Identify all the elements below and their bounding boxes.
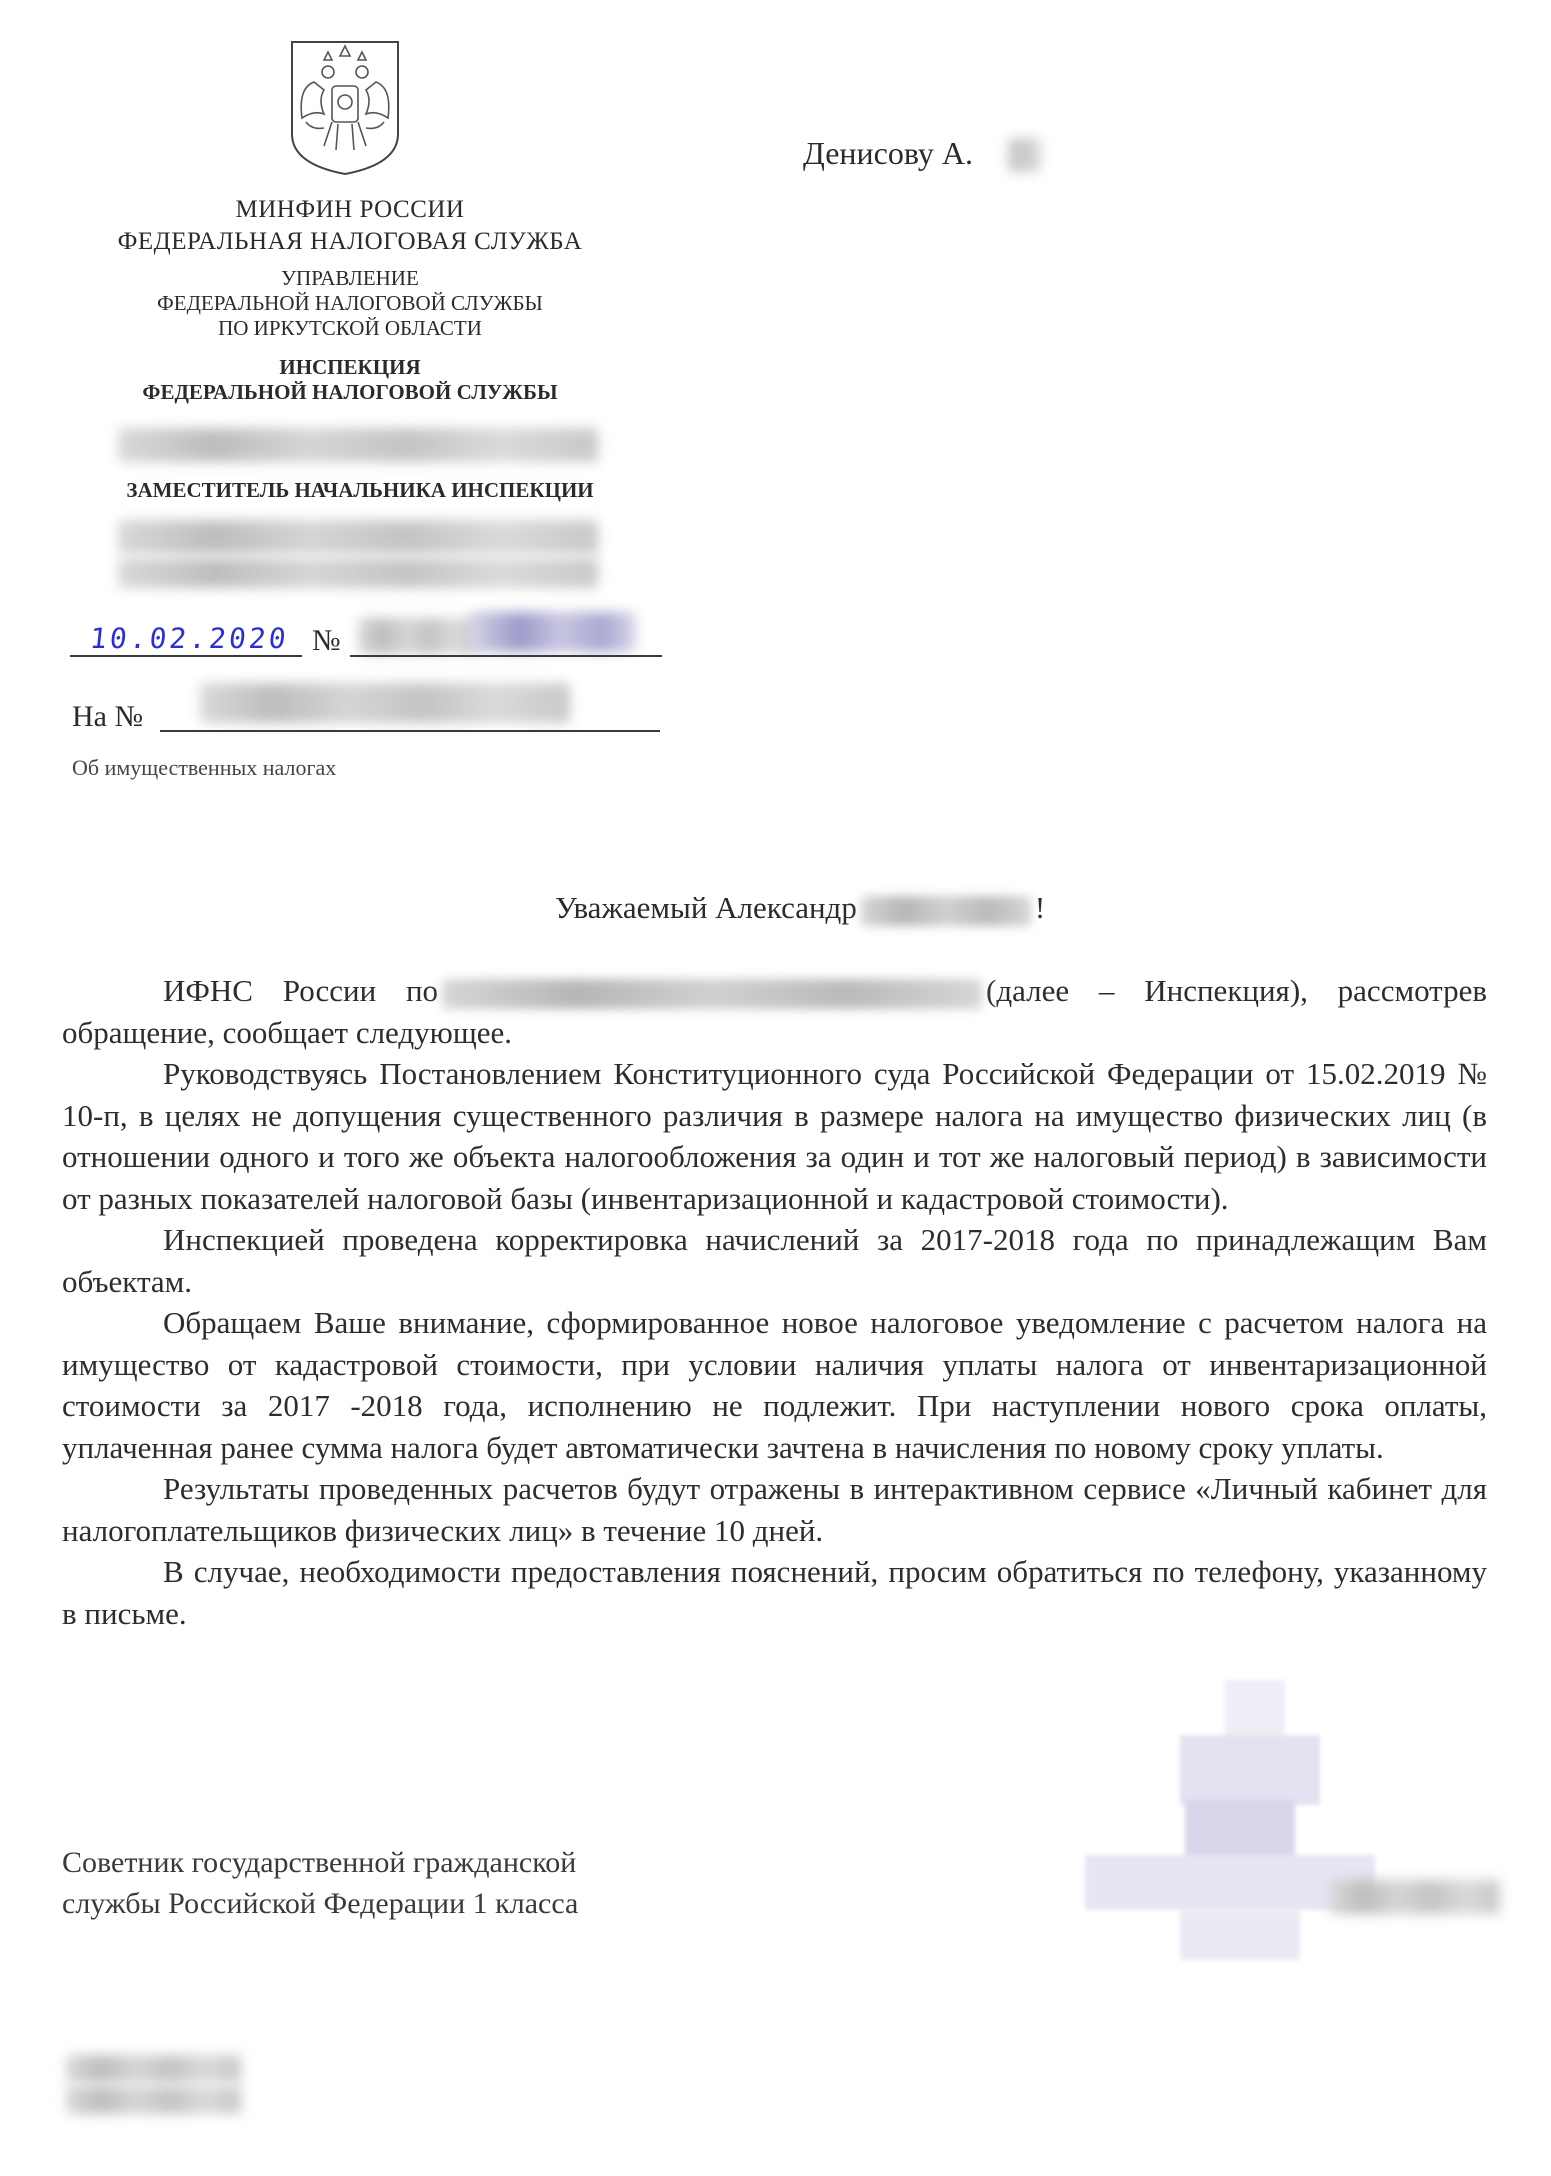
- redacted-outgoing-number: [358, 618, 478, 654]
- position-title: ЗАМЕСТИТЕЛЬ НАЧАЛЬНИКА ИНСПЕКЦИИ: [126, 478, 594, 502]
- number-label: №: [312, 624, 341, 657]
- paragraph-3: Инспекцией проведена корректировка начислений за 2017-2018 года по принадлежащим Вам объектам.: [62, 1222, 1487, 1299]
- directorate-line-2: ФЕДЕРАЛЬНОЙ НАЛОГОВОЙ СЛУЖБЫ: [157, 291, 543, 315]
- service-title: ФЕДЕРАЛЬНАЯ НАЛОГОВАЯ СЛУЖБА: [117, 228, 583, 255]
- paragraph-1-end: (далее – Инспекция), рассмотрев обращение, сообщает следующее.: [62, 973, 1487, 1050]
- directorate-line-3: ПО ИРКУТСКОЙ ОБЛАСТИ: [218, 316, 482, 340]
- paragraph-2: Руководствуясь Постановлением Конституционного суда Российской Федерации от 15.02.2019 № 10-п, в целях не допущения существенного различия в размере налога на имущество физических лиц (в отношении одного и того же объекта налогообложения за один и тот же налоговый период) в зависимости от разных показателей налоговой базы (инвентаризационной и кадастровой стоимости).: [62, 1056, 1487, 1216]
- redacted-outgoing-number-stamp: [470, 612, 636, 652]
- signatory-title: [62, 1842, 578, 1924]
- inspection-line-2: ФЕДЕРАЛЬНОЙ НАЛОГОВОЙ СЛУЖБЫ: [142, 380, 558, 404]
- redacted-recipient-initial: [1008, 138, 1040, 172]
- paragraph-5: Результаты проведенных расчетов будут отражены в интерактивном сервисе «Личный кабинет для налогоплательщиков физических лиц» в течение 10 дней.: [62, 1471, 1487, 1548]
- salutation-prefix: Уважаемый Александр: [555, 890, 857, 925]
- redacted-signatory-name: [1330, 1880, 1500, 1914]
- handwritten-date: 10.02.2020: [88, 622, 291, 655]
- inspection-line-1: ИНСПЕКЦИЯ: [279, 355, 421, 379]
- letter-body: [62, 970, 1487, 1634]
- paragraph-1-start: ИФНС России по: [163, 973, 439, 1008]
- redacted-region-name: [442, 979, 982, 1009]
- redacted-signature-stamp: [1085, 1680, 1385, 1960]
- paragraph-4: Обращаем Ваше внимание, сформированное новое налоговое уведомление с расчетом налога на имущество от кадастровой стоимости, при условии наличия уплаты налога от инвентаризационной стоимости за 2017 -2018 года, исполнению не подлежит. При наступлении нового срока оплаты, уплаченная ранее сумма налога будет автоматически зачтена в начисления по новому сроку уплаты.: [62, 1305, 1487, 1465]
- recipient-name: Денисову А.: [803, 135, 973, 171]
- signatory-title-line-2: службы Российской Федерации 1 класса: [62, 1887, 579, 1920]
- sender-header: [60, 194, 700, 405]
- paragraph-6: В случае, необходимости предоставления пояснений, просим обратиться по телефону, указанному в письме.: [62, 1554, 1487, 1631]
- redacted-executor-phone: [66, 2086, 241, 2114]
- redacted-executor-name: [66, 2055, 241, 2083]
- directorate-line-1: УПРАВЛЕНИЕ: [281, 266, 419, 290]
- signatory-title-line-1: Советник государственной гражданской: [62, 1846, 577, 1879]
- salutation: [555, 890, 1045, 926]
- redacted-inspection-name: [118, 428, 598, 462]
- paragraph-1: [62, 970, 1487, 1053]
- date-underline: [70, 655, 302, 657]
- subject-line: Об имущественных налогах: [72, 755, 337, 780]
- redacted-address-line-2: [118, 558, 598, 588]
- state-emblem-icon: [284, 38, 406, 178]
- redacted-address-line-1: [118, 520, 598, 554]
- number-underline: [350, 655, 662, 657]
- on-number-label: На №: [72, 700, 144, 733]
- incoming-underline: [160, 730, 660, 732]
- redacted-incoming-number: [200, 683, 570, 723]
- salutation-suffix: !: [1034, 890, 1046, 925]
- ministry-title: МИНФИН РОССИИ: [235, 196, 465, 223]
- redacted-patronymic: [861, 896, 1031, 926]
